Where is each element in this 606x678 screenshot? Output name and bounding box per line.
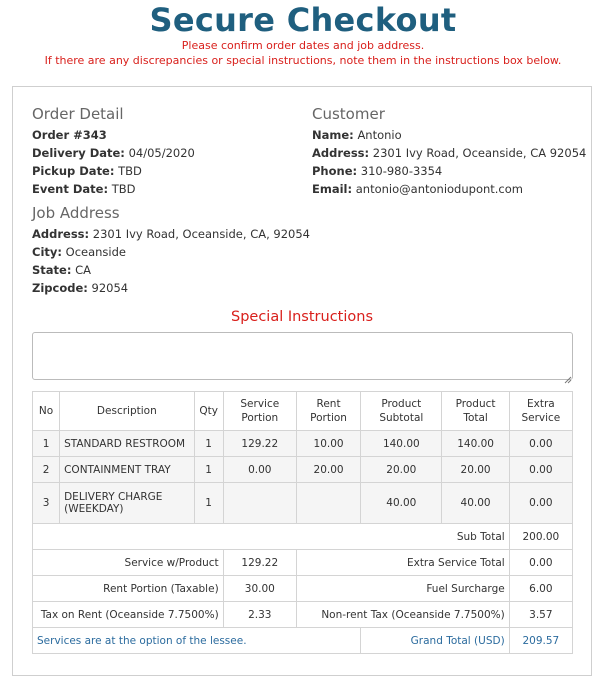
notice-line-2: If there are any discrepancies or special instructions, note them in the instructions box below. (44, 54, 562, 67)
non-rent-tax-value: 3.57 (509, 602, 572, 628)
customer-phone-value: 310-980-3354 (360, 164, 443, 178)
cell-product-subtotal: 40.00 (361, 483, 442, 524)
table-row (33, 483, 573, 524)
customer-email-value: antonio@antoniodupont.com (355, 182, 523, 196)
delivery-date-value: 04/05/2020 (128, 146, 195, 160)
cell-rent: 10.00 (296, 431, 360, 457)
header-product-subtotal: Product Subtotal (361, 392, 442, 431)
cell-extra: 0.00 (509, 457, 572, 483)
table-header-row (33, 392, 573, 431)
rent-taxable-label: Rent Portion (Taxable) (33, 576, 224, 602)
cell-description: DELIVERY CHARGE (WEEKDAY) (60, 483, 194, 524)
job-zip-label: Zipcode: (32, 281, 88, 295)
summary-row (33, 602, 573, 628)
header-product-total: Product Total (442, 392, 509, 431)
service-product-label: Service w/Product (33, 550, 224, 576)
cell-extra: 0.00 (509, 431, 572, 457)
tax-on-rent-label: Tax on Rent (Oceanside 7.7500%) (33, 602, 224, 628)
header-service-portion: Service Portion (223, 392, 296, 431)
cell-qty: 1 (194, 457, 223, 483)
grand-total-row (33, 628, 573, 654)
cell-product-subtotal: 140.00 (361, 431, 442, 457)
cell-service: 0.00 (223, 457, 296, 483)
notice-line-1: Please confirm order dates and job address. (181, 39, 425, 52)
customer-section (312, 105, 586, 198)
order-items-table (32, 391, 573, 654)
special-instructions-textarea[interactable] (32, 332, 573, 380)
lessee-note: Services are at the option of the lessee. (33, 628, 361, 654)
customer-name-label: Name: (312, 128, 354, 142)
header-qty: Qty (194, 392, 223, 431)
cell-product-total: 20.00 (442, 457, 509, 483)
table-row (33, 431, 573, 457)
cell-qty: 1 (194, 431, 223, 457)
job-address-section (32, 204, 310, 297)
job-state-value: CA (75, 263, 91, 277)
cell-product-total: 140.00 (442, 431, 509, 457)
summary-row (33, 550, 573, 576)
fuel-surcharge-label: Fuel Surcharge (296, 576, 509, 602)
service-product-value: 129.22 (223, 550, 296, 576)
customer-address-value: 2301 Ivy Road, Oceanside, CA 92054 (372, 146, 587, 160)
grand-total-label: Grand Total (USD) (361, 628, 510, 654)
cell-description: STANDARD RESTROOM (60, 431, 194, 457)
pickup-date-value: TBD (118, 164, 142, 178)
special-instructions-heading: Special Instructions (230, 309, 373, 325)
delivery-date-label: Delivery Date: (32, 146, 125, 160)
table-row (33, 457, 573, 483)
customer-heading: Customer (312, 105, 385, 123)
header-no: No (33, 392, 60, 431)
cell-extra: 0.00 (509, 483, 572, 524)
extra-service-total-value: 0.00 (509, 550, 572, 576)
event-date-value: TBD (111, 182, 136, 196)
grand-total-value: 209.57 (509, 628, 572, 654)
cell-product-total: 40.00 (442, 483, 509, 524)
cell-no: 3 (33, 483, 60, 524)
header-rent-portion: Rent Portion (296, 392, 360, 431)
job-zip-value: 92054 (91, 281, 129, 295)
cell-no: 2 (33, 457, 60, 483)
event-date-label: Event Date: (32, 182, 109, 196)
fuel-surcharge-value: 6.00 (509, 576, 572, 602)
job-state-label: State: (32, 263, 72, 277)
order-detail-heading: Order Detail (32, 105, 124, 123)
job-address-heading: Job Address (32, 204, 120, 222)
non-rent-tax-label: Non-rent Tax (Oceanside 7.7500%) (296, 602, 509, 628)
pickup-date-label: Pickup Date: (32, 164, 115, 178)
extra-service-total-label: Extra Service Total (296, 550, 509, 576)
order-number: Order #343 (32, 128, 107, 142)
job-city-value: Oceanside (65, 245, 126, 259)
cell-product-subtotal: 20.00 (361, 457, 442, 483)
resize-handle-icon[interactable] (562, 369, 572, 379)
summary-row (33, 576, 573, 602)
cell-service: 129.22 (223, 431, 296, 457)
tax-on-rent-value: 2.33 (223, 602, 296, 628)
header-description: Description (60, 392, 194, 431)
customer-name-value: Antonio (357, 128, 402, 142)
cell-rent (296, 483, 360, 524)
cell-description: CONTAINMENT TRAY (60, 457, 194, 483)
cell-qty: 1 (194, 483, 223, 524)
page-title: Secure Checkout (149, 1, 457, 39)
customer-email-label: Email: (312, 182, 353, 196)
cell-no: 1 (33, 431, 60, 457)
customer-address-label: Address: (312, 146, 370, 160)
cell-rent: 20.00 (296, 457, 360, 483)
job-address-label: Address: (32, 227, 90, 241)
header-extra-service: Extra Service (509, 392, 572, 431)
subtotal-value: 200.00 (509, 524, 572, 550)
subtotal-row (33, 524, 573, 550)
cell-service (223, 483, 296, 524)
checkout-panel (12, 86, 592, 676)
customer-phone-label: Phone: (312, 164, 358, 178)
job-address-value: 2301 Ivy Road, Oceanside, CA, 92054 (92, 227, 310, 241)
job-city-label: City: (32, 245, 62, 259)
subtotal-label: Sub Total (33, 524, 510, 550)
order-detail-section (32, 105, 195, 198)
rent-taxable-value: 30.00 (223, 576, 296, 602)
